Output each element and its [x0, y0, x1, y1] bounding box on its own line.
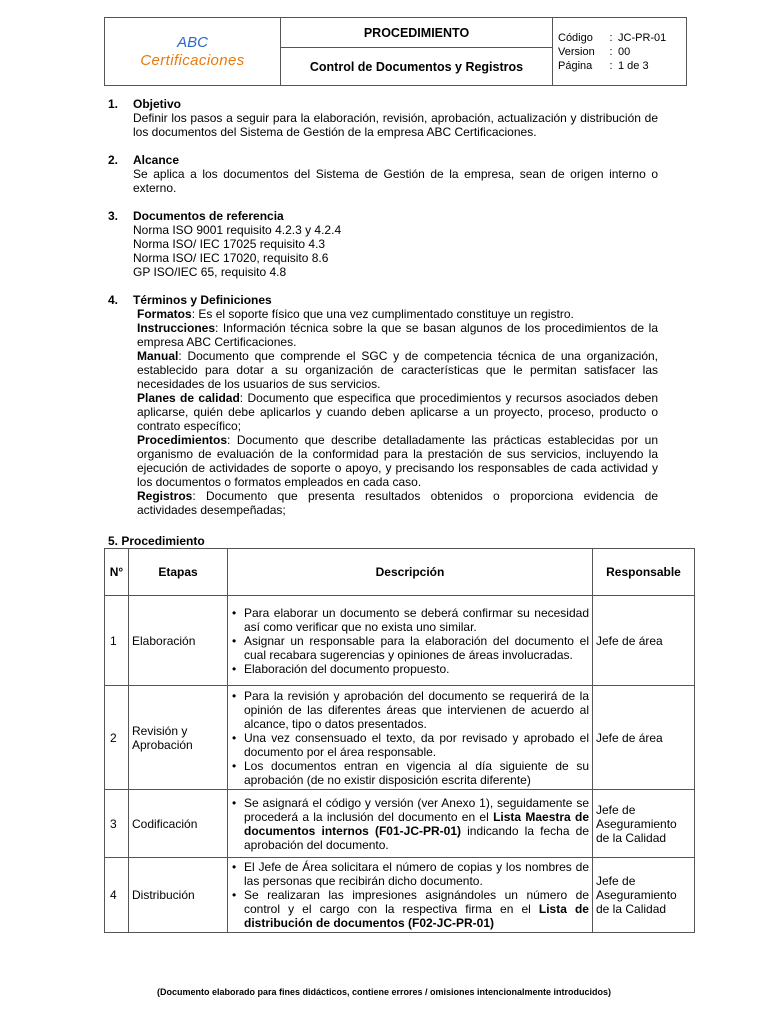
row-stage: Elaboración	[129, 596, 228, 686]
list-item: • Una vez consensuado el texto, da por revisado y aprobado el documento por el área responsable.	[232, 730, 589, 759]
column-header: Descripción	[228, 549, 593, 596]
table-row	[105, 858, 695, 933]
list-item: • Para elaborar un documento se deberá confirmar su necesidad así como verificar que no exista uno similar.	[232, 605, 589, 634]
section-procedimiento-title: 5. Procedimiento	[108, 534, 205, 548]
term-name: Registros	[137, 489, 193, 503]
term-text: : Es el soporte físico que una vez cumplimentado constituye un registro.	[191, 307, 574, 321]
section-title: Documentos de referencia	[133, 209, 284, 223]
row-number: 3	[105, 790, 129, 858]
document-header	[104, 17, 687, 86]
bullet-icon: •	[232, 661, 237, 676]
list-item: • Los documentos entran en vigencia al día siguiente de su aprobación (de no existir disposición escrita diferente)	[232, 758, 589, 787]
term-name: Formatos	[137, 307, 192, 321]
list-item: • Se asignará el código y versión (ver Anexo 1), seguidamente se procederá a la inclusión del documento en el Lista Maestra de documentos internos (F01-JC-PR-01) indicando la fecha de aprobación del documento.	[232, 795, 589, 852]
bullet-icon: •	[232, 795, 237, 810]
row-stage: Distribución	[129, 858, 228, 933]
term-definition	[137, 349, 658, 391]
table-row	[105, 686, 695, 790]
document-meta	[553, 18, 687, 86]
term-text: : Información técnica sobre la que se basan algunos de los procedimientos de la empresa ABC Certificaciones.	[137, 321, 658, 349]
table-row	[105, 790, 695, 858]
section-number: 1.	[108, 97, 119, 111]
meta-page: Página : 1 de 3	[558, 59, 649, 72]
row-responsible: Jefe de área	[593, 596, 695, 686]
row-number: 1	[105, 596, 129, 686]
reference-line: Norma ISO/ IEC 17020, requisito 8.6	[133, 251, 329, 265]
term-text: : Documento que presenta resultados obtenidos o proporciona evidencia de actividades desempeñadas;	[137, 489, 658, 517]
section-alcance	[108, 153, 658, 195]
term-name: Manual	[137, 349, 179, 363]
form-reference: Lista de distribución de documentos (F02-JC-PR-01)	[244, 902, 589, 930]
row-stage: Codificación	[129, 790, 228, 858]
reference-line: Norma ISO/ IEC 17025 requisito 4.3	[133, 237, 326, 251]
list-item: • Se realizaran las impresiones asignándoles un número de control y el cargo con la respectiva firma en el Lista de distribución de documentos (F02-JC-PR-01)	[232, 888, 589, 930]
column-header: Responsable	[593, 549, 695, 596]
bullet-icon: •	[232, 860, 237, 874]
table-row	[105, 596, 695, 686]
section-number: 2.	[108, 153, 119, 167]
section-title: Alcance	[133, 153, 180, 167]
bullet-icon: •	[232, 688, 237, 703]
section-number: 3.	[108, 209, 119, 223]
logo-line-2: Certificaciones	[140, 51, 245, 69]
list-item: • Elaboración del documento propuesto.	[232, 661, 450, 676]
bullet-icon: •	[232, 633, 237, 648]
term-definition	[137, 307, 658, 321]
form-reference: Lista Maestra de documentos internos (F01-JC-PR-01)	[244, 809, 589, 838]
section-number: 4.	[108, 293, 119, 307]
row-description	[228, 686, 593, 790]
section-text: Definir los pasos a seguir para la elaboración, revisión, aprobación, actualización y distribución de los documentos del Sistema de Gestión de la empresa ABC Certificaciones.	[133, 111, 658, 139]
term-definition	[137, 391, 658, 433]
term-name: Instrucciones	[137, 321, 216, 335]
list-item: • Asignar un responsable para la elaboración del documento el cual recabara sugerencias y opiniones de áreas involucradas.	[232, 633, 589, 662]
section-objetivo	[108, 97, 658, 139]
row-number: 4	[105, 858, 129, 933]
term-name: Procedimientos	[137, 433, 228, 447]
column-header: Etapas	[129, 549, 228, 596]
table-header-row	[105, 549, 695, 596]
term-definition	[137, 321, 658, 349]
term-name: Planes de calidad	[137, 391, 240, 405]
footer-note: (Documento elaborado para fines didácticos, contiene errores / omisiones intencionalmente introducidos)	[156, 987, 612, 997]
row-stage: Revisión y Aprobación	[129, 686, 228, 790]
section-referencias	[108, 209, 658, 279]
list-item: • Para la revisión y aprobación del documento se requerirá de la opinión de las diferentes áreas que intervienen de acuerdo al alcance, tipo o datos presentados.	[232, 688, 589, 731]
row-responsible: Jefe de Aseguramiento de la Calidad	[593, 790, 695, 858]
term-definition	[137, 433, 658, 489]
row-description	[228, 596, 593, 686]
section-terminos	[108, 293, 658, 517]
term-text: : Documento que describe detalladamente las prácticas establecidas por un organismo de evaluación de la conformidad para la prestación de sus servicios, incluyendo la ejecución de actividades de soporte o apoyo, y precisando los responsables de cada actividad y los documentos o formatos empleados en cada caso.	[137, 433, 658, 489]
document-title: Control de Documentos y Registros	[281, 48, 553, 86]
term-definition	[137, 489, 658, 517]
reference-line: GP ISO/IEC 65, requisito 4.8	[133, 265, 287, 279]
logo-line-1: ABC	[177, 34, 208, 52]
procedure-label: PROCEDIMIENTO	[281, 18, 553, 48]
term-text: : Documento que especifica que procedimientos y recursos asociados deben aplicarse, quién debe aplicarlos y cuando deben aplicarse a un proyecto, proceso, producto o contrato específico;	[137, 391, 658, 433]
section-text: Se aplica a los documentos del Sistema de Gestión de la empresa, sean de origen interno o externo.	[133, 167, 658, 195]
section-title: Objetivo	[133, 97, 182, 111]
bullet-icon: •	[232, 730, 237, 745]
row-description	[228, 790, 593, 858]
term-text: : Documento que comprende el SGC y de competencia técnica de una organización, establecido para dotar a su organización de características que le permitan satisfacer las necesidades de los usuarios de sus servicios.	[137, 349, 658, 391]
meta-version: Version : 00	[558, 45, 631, 58]
document-body	[108, 97, 658, 531]
procedure-table	[104, 548, 695, 933]
meta-code: Código : JC-PR-01	[558, 31, 667, 44]
bullet-icon: •	[232, 605, 237, 620]
section-title: Términos y Definiciones	[133, 293, 272, 307]
bullet-icon: •	[232, 758, 237, 773]
company-logo	[105, 18, 281, 86]
row-responsible: Jefe de Aseguramiento de la Calidad	[593, 858, 695, 933]
reference-line: Norma ISO 9001 requisito 4.2.3 y 4.2.4	[133, 223, 342, 237]
row-number: 2	[105, 686, 129, 790]
column-header: N°	[105, 549, 129, 596]
row-responsible: Jefe de área	[593, 686, 695, 790]
list-item: • El Jefe de Área solicitara el número de copias y los nombres de las personas que recibirán dicho documento.	[232, 860, 589, 888]
row-description	[228, 858, 593, 933]
bullet-icon: •	[232, 888, 237, 902]
